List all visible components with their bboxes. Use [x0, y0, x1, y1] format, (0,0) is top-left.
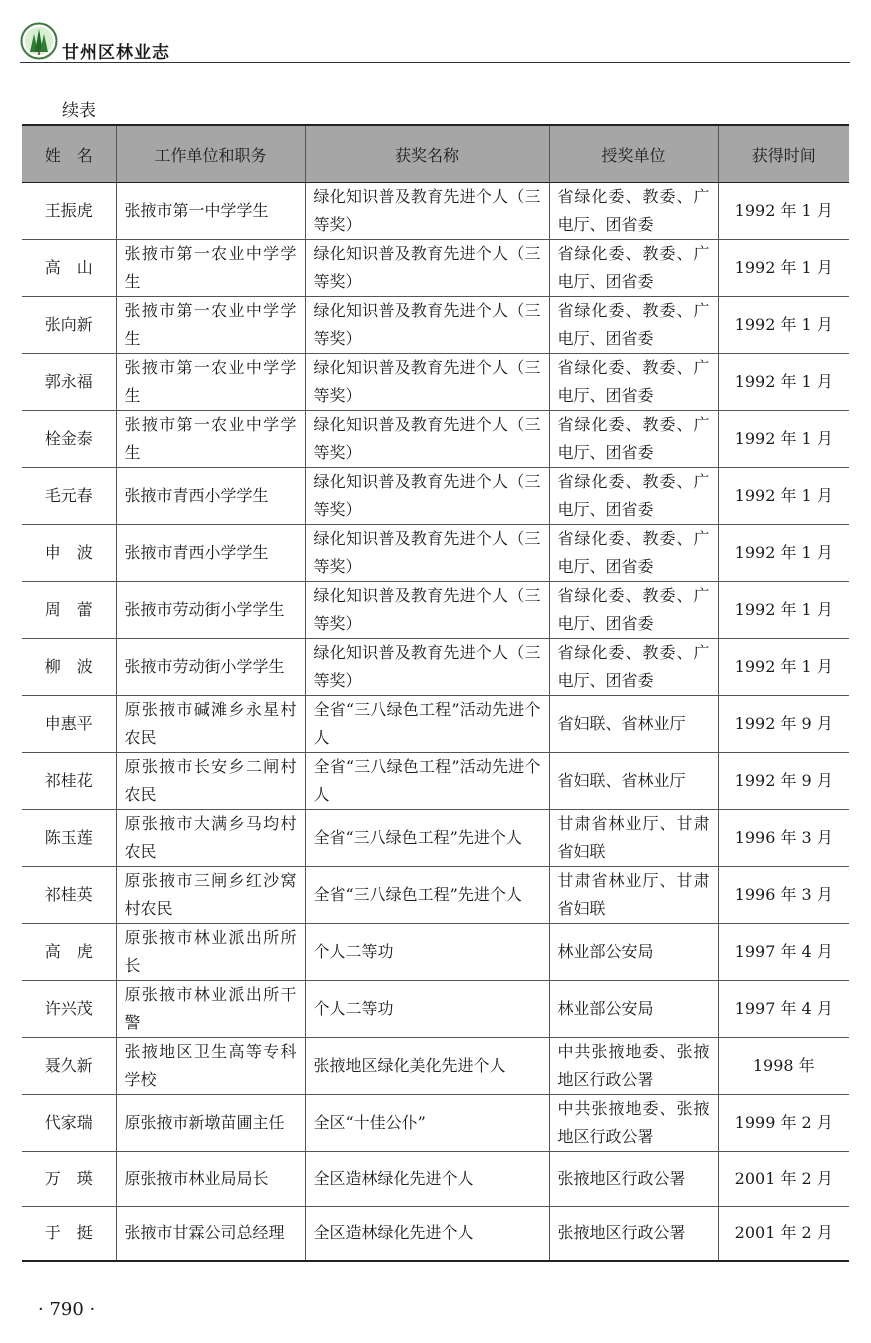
- table-row: [22, 297, 849, 354]
- cell-award-name: 全区“十佳公仆”: [305, 1095, 549, 1152]
- cell-unit-position: 张掖市甘霖公司总经理: [116, 1206, 305, 1261]
- cell-unit-position: 原张掖市林业派出所所长: [116, 924, 305, 981]
- cell-award-name: 绿化知识普及教育先进个人（三等奖）: [305, 240, 549, 297]
- cell-unit-position: 张掖市第一农业中学学生: [116, 354, 305, 411]
- table-row: [22, 1038, 849, 1095]
- table-row: [22, 1152, 849, 1207]
- page-header: [20, 22, 850, 64]
- cell-award-name: 绿化知识普及教育先进个人（三等奖）: [305, 297, 549, 354]
- cell-date: 1998 年: [718, 1038, 849, 1095]
- cell-award-name: 绿化知识普及教育先进个人（三等奖）: [305, 183, 549, 240]
- cell-date: 1992 年 9 月: [718, 696, 849, 753]
- table-row: [22, 753, 849, 810]
- cell-unit-position: 原张掖市大满乡马均村农民: [116, 810, 305, 867]
- cell-award-name: 全省“三八绿色工程”先进个人: [305, 810, 549, 867]
- cell-name: 祁桂花: [22, 753, 116, 810]
- awards-table: [22, 124, 849, 1262]
- cell-unit-position: 原张掖市林业局局长: [116, 1152, 305, 1207]
- cell-date: 2001 年 2 月: [718, 1206, 849, 1261]
- forest-trees-icon: [20, 22, 58, 60]
- cell-awarding-body: 省绿化委、教委、广电厅、团省委: [549, 183, 718, 240]
- cell-name: 许兴茂: [22, 981, 116, 1038]
- cell-date: 1992 年 1 月: [718, 411, 849, 468]
- cell-award-name: 个人二等功: [305, 981, 549, 1038]
- column-header-unit-position: 工作单位和职务: [116, 125, 305, 183]
- cell-date: 1999 年 2 月: [718, 1095, 849, 1152]
- cell-award-name: 个人二等功: [305, 924, 549, 981]
- cell-awarding-body: 省绿化委、教委、广电厅、团省委: [549, 582, 718, 639]
- cell-date: 1992 年 1 月: [718, 183, 849, 240]
- table-row: [22, 639, 849, 696]
- cell-award-name: 绿化知识普及教育先进个人（三等奖）: [305, 354, 549, 411]
- cell-unit-position: 张掖市第一中学学生: [116, 183, 305, 240]
- cell-awarding-body: 林业部公安局: [549, 924, 718, 981]
- table-row: [22, 981, 849, 1038]
- cell-name: 申 波: [22, 525, 116, 582]
- cell-unit-position: 张掖市第一农业中学学生: [116, 297, 305, 354]
- cell-unit-position: 原张掖市新墩苗圃主任: [116, 1095, 305, 1152]
- table-body: [22, 183, 849, 1262]
- cell-award-name: 绿化知识普及教育先进个人（三等奖）: [305, 525, 549, 582]
- cell-date: 1992 年 1 月: [718, 297, 849, 354]
- table-row: [22, 582, 849, 639]
- cell-name: 高 山: [22, 240, 116, 297]
- cell-awarding-body: 中共张掖地委、张掖地区行政公署: [549, 1095, 718, 1152]
- cell-award-name: 全区造林绿化先进个人: [305, 1206, 549, 1261]
- cell-date: 1997 年 4 月: [718, 924, 849, 981]
- continued-label: 续表: [62, 101, 96, 121]
- cell-awarding-body: 省绿化委、教委、广电厅、团省委: [549, 240, 718, 297]
- cell-date: 1992 年 1 月: [718, 354, 849, 411]
- cell-awarding-body: 中共张掖地委、张掖地区行政公署: [549, 1038, 718, 1095]
- cell-unit-position: 张掖地区卫生高等专科学校: [116, 1038, 305, 1095]
- table-row: [22, 354, 849, 411]
- cell-unit-position: 张掖市青西小学学生: [116, 468, 305, 525]
- cell-awarding-body: 甘肃省林业厅、甘肃省妇联: [549, 867, 718, 924]
- cell-date: 1996 年 3 月: [718, 810, 849, 867]
- book-title: 甘州区林业志: [62, 43, 170, 63]
- cell-name: 柳 波: [22, 639, 116, 696]
- cell-unit-position: 原张掖市林业派出所干警: [116, 981, 305, 1038]
- table-row: [22, 1206, 849, 1261]
- cell-awarding-body: 省绿化委、教委、广电厅、团省委: [549, 468, 718, 525]
- table-row: [22, 867, 849, 924]
- cell-name: 张向新: [22, 297, 116, 354]
- table-row: [22, 525, 849, 582]
- cell-awarding-body: 省妇联、省林业厅: [549, 753, 718, 810]
- cell-awarding-body: 甘肃省林业厅、甘肃省妇联: [549, 810, 718, 867]
- cell-unit-position: 张掖市第一农业中学学生: [116, 411, 305, 468]
- cell-award-name: 全省“三八绿色工程”先进个人: [305, 867, 549, 924]
- table-row: [22, 183, 849, 240]
- cell-unit-position: 原张掖市碱滩乡永星村农民: [116, 696, 305, 753]
- cell-name: 祁桂英: [22, 867, 116, 924]
- cell-unit-position: 张掖市劳动街小学学生: [116, 639, 305, 696]
- cell-name: 王振虎: [22, 183, 116, 240]
- cell-date: 1992 年 1 月: [718, 525, 849, 582]
- cell-name: 万 瑛: [22, 1152, 116, 1207]
- cell-date: 1992 年 9 月: [718, 753, 849, 810]
- cell-unit-position: 原张掖市三闸乡红沙窝村农民: [116, 867, 305, 924]
- cell-name: 聂久新: [22, 1038, 116, 1095]
- cell-name: 陈玉莲: [22, 810, 116, 867]
- cell-award-name: 全省“三八绿色工程”活动先进个人: [305, 753, 549, 810]
- cell-award-name: 张掖地区绿化美化先进个人: [305, 1038, 549, 1095]
- table-row: [22, 411, 849, 468]
- cell-date: 1997 年 4 月: [718, 981, 849, 1038]
- cell-awarding-body: 林业部公安局: [549, 981, 718, 1038]
- cell-name: 申惠平: [22, 696, 116, 753]
- cell-award-name: 绿化知识普及教育先进个人（三等奖）: [305, 468, 549, 525]
- table-row: [22, 240, 849, 297]
- cell-awarding-body: 省妇联、省林业厅: [549, 696, 718, 753]
- cell-date: 1992 年 1 月: [718, 240, 849, 297]
- cell-award-name: 全区造林绿化先进个人: [305, 1152, 549, 1207]
- column-header-date: 获得时间: [718, 125, 849, 183]
- table-row: [22, 924, 849, 981]
- cell-date: 1992 年 1 月: [718, 582, 849, 639]
- cell-unit-position: 张掖市青西小学学生: [116, 525, 305, 582]
- cell-awarding-body: 省绿化委、教委、广电厅、团省委: [549, 354, 718, 411]
- cell-name: 代家瑞: [22, 1095, 116, 1152]
- table-row: [22, 1095, 849, 1152]
- cell-name: 高 虎: [22, 924, 116, 981]
- cell-date: 1996 年 3 月: [718, 867, 849, 924]
- table-header-row: [22, 125, 849, 183]
- table-row: [22, 696, 849, 753]
- column-header-name: 姓 名: [22, 125, 116, 183]
- cell-awarding-body: 省绿化委、教委、广电厅、团省委: [549, 525, 718, 582]
- cell-name: 栓金泰: [22, 411, 116, 468]
- column-header-awarding-body: 授奖单位: [549, 125, 718, 183]
- cell-awarding-body: 省绿化委、教委、广电厅、团省委: [549, 297, 718, 354]
- page-number: · 790 ·: [38, 1299, 96, 1320]
- cell-awarding-body: 张掖地区行政公署: [549, 1152, 718, 1207]
- cell-name: 毛元春: [22, 468, 116, 525]
- table-row: [22, 810, 849, 867]
- table-row: [22, 468, 849, 525]
- cell-award-name: 全省“三八绿色工程”活动先进个人: [305, 696, 549, 753]
- cell-awarding-body: 张掖地区行政公署: [549, 1206, 718, 1261]
- cell-award-name: 绿化知识普及教育先进个人（三等奖）: [305, 639, 549, 696]
- cell-name: 周 蕾: [22, 582, 116, 639]
- cell-name: 于 挺: [22, 1206, 116, 1261]
- cell-date: 2001 年 2 月: [718, 1152, 849, 1207]
- header-divider: [20, 62, 850, 63]
- cell-awarding-body: 省绿化委、教委、广电厅、团省委: [549, 639, 718, 696]
- cell-awarding-body: 省绿化委、教委、广电厅、团省委: [549, 411, 718, 468]
- cell-date: 1992 年 1 月: [718, 468, 849, 525]
- cell-date: 1992 年 1 月: [718, 639, 849, 696]
- cell-unit-position: 张掖市劳动街小学学生: [116, 582, 305, 639]
- column-header-award-name: 获奖名称: [305, 125, 549, 183]
- cell-unit-position: 张掖市第一农业中学学生: [116, 240, 305, 297]
- cell-award-name: 绿化知识普及教育先进个人（三等奖）: [305, 411, 549, 468]
- cell-award-name: 绿化知识普及教育先进个人（三等奖）: [305, 582, 549, 639]
- cell-unit-position: 原张掖市长安乡二闸村农民: [116, 753, 305, 810]
- cell-name: 郭永福: [22, 354, 116, 411]
